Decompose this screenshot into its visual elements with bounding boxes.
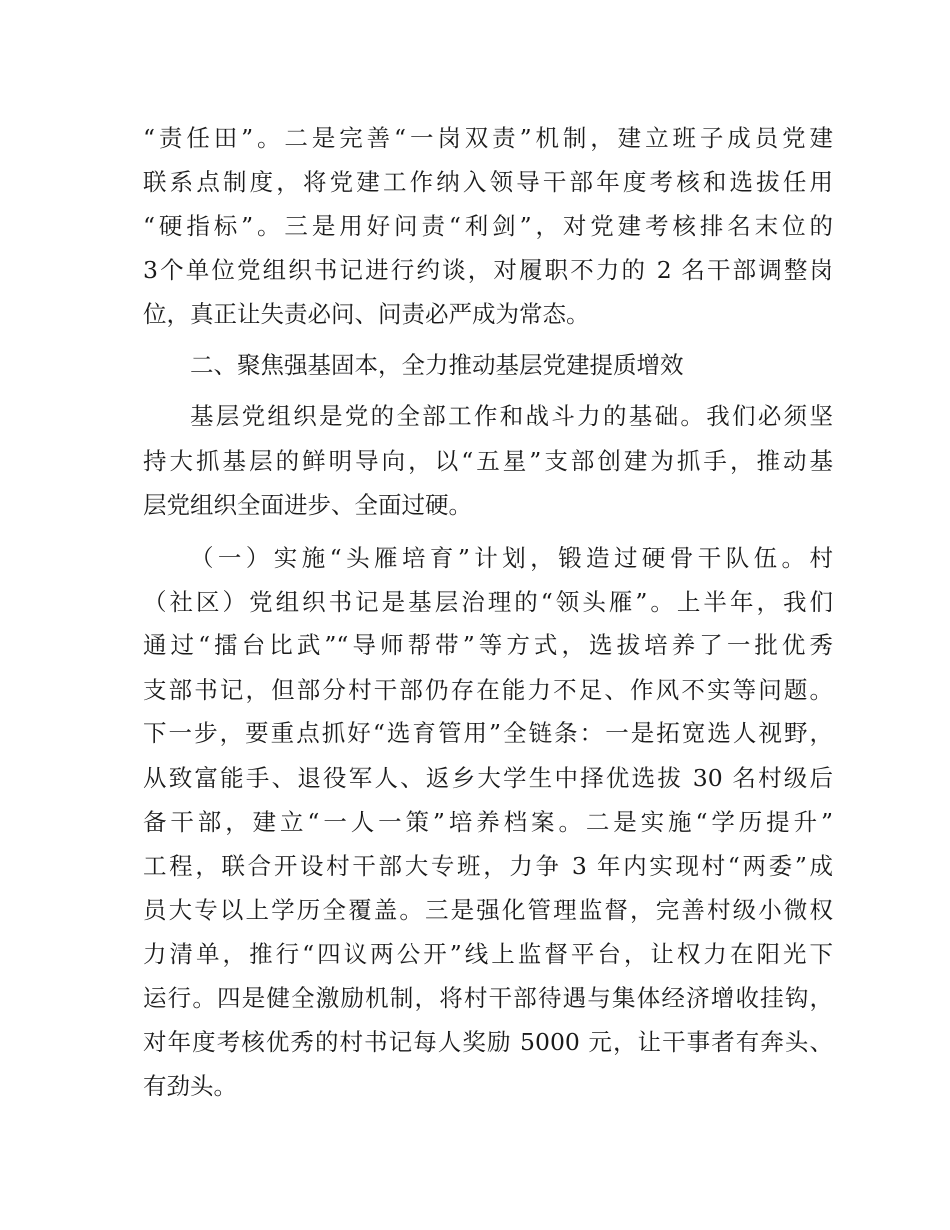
section-heading: 二、聚焦强基固本，全力推动基层党建提质增效 <box>190 351 684 379</box>
paragraph-line: 支部书记，但部分村干部仍存在能力不足、作风不实等问题。 <box>143 676 833 704</box>
paragraph-line: “责任田”。二是完善“一岗双责”机制，建立班子成员党建 <box>143 124 833 152</box>
paragraph-line: “硬指标”。三是用好问责“利剑”，对党建考核排名末位的 <box>143 212 833 240</box>
paragraph-line: 工程，联合开设村干部大专班，力争 3 年内实现村“两委”成 <box>143 852 833 880</box>
paragraph-line: 运行。四是健全激励机制，将村干部待遇与集体经济增收挂钩， <box>143 984 833 1012</box>
paragraph-line: 对年度考核优秀的村书记每人奖励 5000 元，让干事者有奔头、 <box>143 1028 833 1056</box>
paragraph-line: 联系点制度，将党建工作纳入领导干部年度考核和选拔任用 <box>143 168 833 196</box>
paragraph-line: 下一步，要重点抓好“选育管用”全链条：一是拓宽选人视野， <box>143 719 833 747</box>
paragraph-line: 层党组织全面进步、全面过硬。 <box>143 491 472 519</box>
subsection-heading-line: （一）实施“头雁培育”计划，锻造过硬骨干队伍。村 <box>190 544 833 572</box>
paragraph-line: 有劲头。 <box>143 1072 237 1100</box>
paragraph-line: 持大抓基层的鲜明导向，以“五星”支部创建为抓手，推动基 <box>143 447 833 475</box>
paragraph-line: 基层党组织是党的全部工作和战斗力的基础。我们必须坚 <box>190 402 833 430</box>
paragraph-line: 位，真正让失责必问、问责必严成为常态。 <box>143 300 590 328</box>
paragraph-line: 通过“擂台比武”“导师帮带”等方式，选拔培养了一批优秀 <box>143 631 833 659</box>
paragraph-line: （社区）党组织书记是基层治理的“领头雁”。上半年，我们 <box>143 588 833 616</box>
paragraph-line: 员大专以上学历全覆盖。三是强化管理监督，完善村级小微权 <box>143 896 833 924</box>
paragraph-line: 备干部，建立“一人一策”培养档案。二是实施“学历提升” <box>143 808 833 836</box>
paragraph-line: 力清单，推行“四议两公开”线上监督平台，让权力在阳光下 <box>143 940 833 968</box>
paragraph-line: 3个单位党组织书记进行约谈，对履职不力的 2 名干部调整岗 <box>143 256 833 284</box>
paragraph-line: 从致富能手、退役军人、返乡大学生中择优选拔 30 名村级后 <box>143 764 833 792</box>
